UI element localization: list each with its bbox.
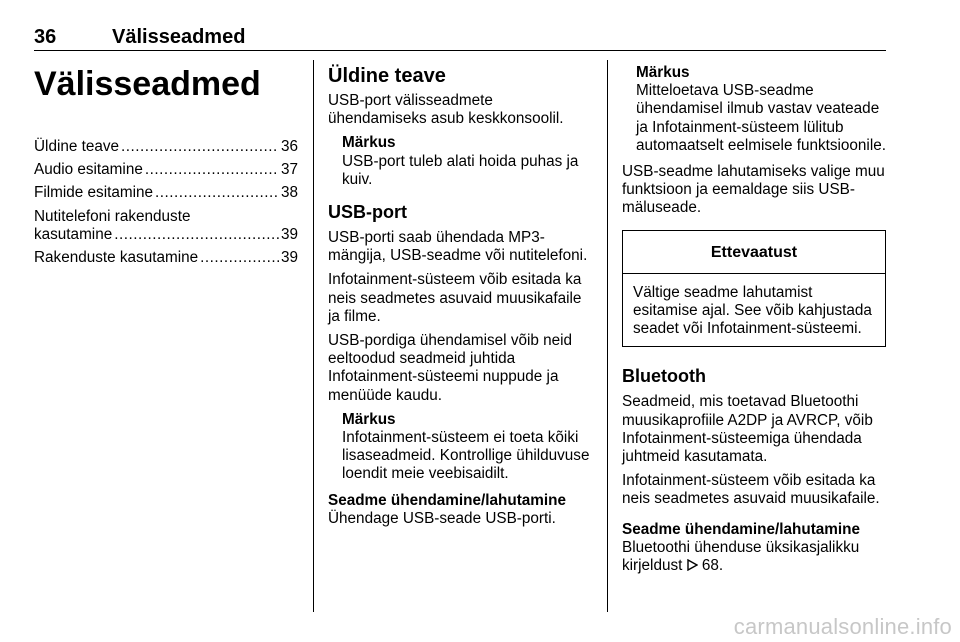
toc-entry[interactable] xyxy=(34,249,298,267)
toc-leader xyxy=(155,184,279,202)
column-general-info xyxy=(328,64,592,534)
toc-label: Üldine teave xyxy=(34,138,120,155)
toc-label: kasutamine xyxy=(34,225,113,243)
paragraph xyxy=(622,539,886,575)
column-toc xyxy=(34,60,298,272)
heading-bluetooth: Bluetooth xyxy=(622,366,706,387)
note-block xyxy=(342,411,592,484)
toc-page: 36 xyxy=(280,138,298,155)
paragraph: USB-port välisseadmete ühendamiseks asub keskkonsoolil. xyxy=(328,92,564,128)
note-block xyxy=(636,64,886,155)
toc-leader xyxy=(145,161,279,179)
toc-page: 37 xyxy=(280,161,298,179)
note-title: Märkus xyxy=(342,134,396,152)
paragraph: Infotainment-süsteem võib esitada ka neis seadmetes asuvaid muusikafaile ja filme. xyxy=(328,271,582,325)
subheading-connect: Seadme ühendamine/lahutamine xyxy=(328,491,567,509)
toc-page: 39 xyxy=(280,249,298,267)
toc-leader xyxy=(121,138,279,156)
watermark: carmanualsonline.info xyxy=(733,614,952,639)
paragraph: Seadmeid, mis toetavad Bluetoothi muusikaprofiile A2DP ja AVRCP, võib Infotainment-süsteemiga ühendada juhtmeid kasutamata. xyxy=(622,393,873,466)
caution-box xyxy=(622,230,886,348)
page-number: 36 xyxy=(34,26,57,48)
section-title: Välisseadmed xyxy=(34,65,261,103)
column-usb-bluetooth xyxy=(622,64,886,581)
toc-leader xyxy=(200,249,279,267)
paragraph: Ühendage USB-seade USB-porti. xyxy=(328,509,556,527)
caution-text: Vältige seadme lahutamist esitamise ajal. See võib kahjustada seadet või Infotainment-süsteemi. xyxy=(633,283,872,338)
toc-label: Filmide esitamine xyxy=(34,184,154,202)
note-text: Infotainment-süsteem ei toeta kõiki lisaseadmeid. Kontrollige ühilduvuse loendit meie veebisaidilt. xyxy=(342,429,590,483)
toc-label: Audio esitamine xyxy=(34,161,143,179)
toc-entry[interactable] xyxy=(34,161,298,179)
note-text: USB-port tuleb alati hoida puhas ja kuiv. xyxy=(342,152,579,188)
toc-entry[interactable] xyxy=(34,138,298,156)
caution-title: Ettevaatust xyxy=(623,231,885,274)
note-block xyxy=(342,134,592,189)
column-divider-1 xyxy=(313,60,314,612)
column-divider-2 xyxy=(607,60,608,612)
table-of-contents xyxy=(34,138,298,267)
note-title: Märkus xyxy=(636,64,690,81)
reference-arrow-icon[interactable] xyxy=(687,557,698,575)
note-text: Mitteloetava USB-seadme ühendamisel ilmub vastav veateade ja Infotainment-süsteem lülitub automaatselt eelmisele funktsioonile. xyxy=(636,82,886,154)
toc-page: 38 xyxy=(280,184,298,202)
note-title: Märkus xyxy=(342,410,396,428)
chapter-title: Välisseadmed xyxy=(112,26,246,48)
toc-label: Rakenduste kasutamine xyxy=(34,249,199,267)
toc-label: Nutitelefoni rakenduste xyxy=(34,207,191,225)
toc-entry[interactable] xyxy=(34,184,298,202)
paragraph: USB-seadme lahutamiseks valige muu funktsioon ja eemaldage siis USB-mäluseade. xyxy=(622,163,885,217)
paragraph-text: Bluetoothi ühenduse üksikasjalikku kirjeldust xyxy=(622,538,860,575)
paragraph: Infotainment-süsteem võib esitada ka neis seadmetes asuvaid muusikafaile. xyxy=(622,472,880,508)
toc-entry[interactable] xyxy=(34,208,298,244)
paragraph: USB-pordiga ühendamisel võib neid eeltoodud seadmeid juhtida Infotainment-süsteemi nuppude ja menüüde kaudu. xyxy=(328,332,573,404)
toc-page: 39 xyxy=(280,225,298,243)
toc-leader xyxy=(114,226,279,244)
heading-usb-port: USB-port xyxy=(328,202,407,223)
subheading-connect: Seadme ühendamine/lahutamine xyxy=(622,520,861,538)
heading-general-info: Üldine teave xyxy=(328,65,446,87)
reference-page-link[interactable]: 68. xyxy=(701,557,724,575)
header-rule xyxy=(34,50,886,51)
paragraph: USB-porti saab ühendada MP3-mängija, USB-seadme või nutitelefoni. xyxy=(328,229,588,265)
